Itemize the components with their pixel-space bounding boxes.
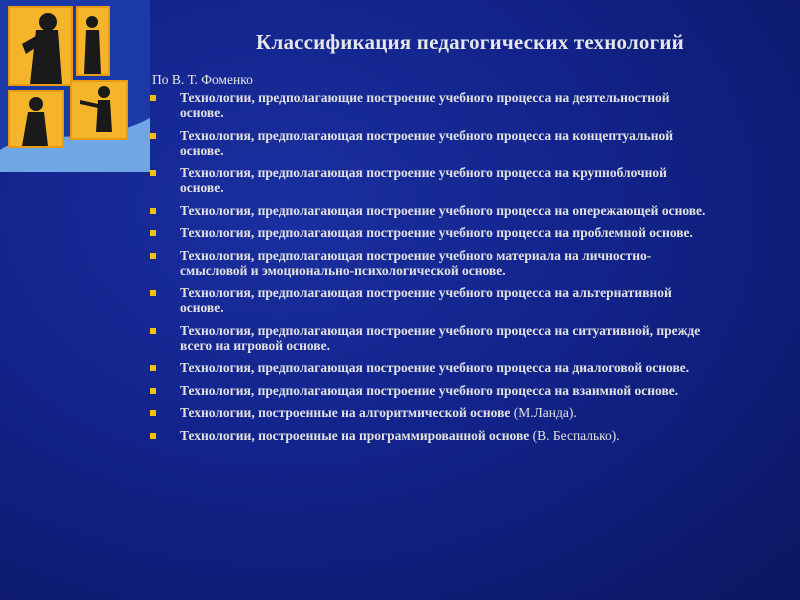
list-item-author: (В. Беспалько). [532, 427, 620, 443]
list-item-text: Технология, предполагающая построение учебного процесса на взаимной основе. [180, 382, 679, 398]
bullet-square-icon [150, 290, 156, 296]
slide-title: Классификация педагогических технологий [256, 30, 684, 54]
list-item-text: Технологии, предполагающие построение учебного процесса на деятельностной основе. [180, 90, 670, 120]
list-item [148, 405, 708, 420]
bullet-square-icon [150, 328, 156, 334]
list-item [148, 128, 708, 158]
technology-list [148, 90, 708, 450]
list-item [148, 383, 708, 398]
bullet-square-icon [150, 95, 156, 101]
teaching-silhouettes-decoration [0, 0, 150, 172]
list-item [148, 165, 708, 195]
bullet-square-icon [150, 388, 156, 394]
list-item-text: Технология, предполагающая построение учебного процесса на концептуальной основе. [180, 127, 674, 158]
list-item-author: (М.Ланда). [513, 405, 577, 420]
list-item-text: Технологии, построенные на программированной основе [180, 427, 533, 443]
bullet-square-icon [150, 433, 156, 439]
list-item-text: Технологии, построенные на алгоритмической основе [180, 405, 514, 420]
list-item-text: Технология, предполагающая построение учебного процесса на диалоговой основе. [180, 360, 690, 375]
bullet-square-icon [150, 253, 156, 259]
list-item-text: Технология, предполагающая построение учебного процесса на ситуативной, прежде всего на игровой основе. [180, 322, 701, 353]
bullet-square-icon [150, 410, 156, 416]
list-item-text: Технология, предполагающая построение учебного процесса на крупноблочной основе. [180, 165, 667, 195]
list-item [148, 225, 708, 240]
list-item-text: Технология, предполагающая построение учебного материала на личностно-смысловой и эмоционально-психологической основе. [180, 247, 652, 278]
list-item [148, 285, 708, 315]
bullet-square-icon [150, 170, 156, 176]
list-item-text: Технология, предполагающая построение учебного процесса на альтернативной основе. [180, 285, 672, 315]
bullet-square-icon [150, 208, 156, 214]
list-item-text: Технология, предполагающая построение учебного процесса на опережающей основе. [180, 202, 706, 218]
list-item [148, 248, 708, 278]
list-item [148, 323, 708, 353]
list-item [148, 428, 708, 443]
bullet-square-icon [150, 365, 156, 371]
list-item [148, 203, 708, 218]
list-item-text: Технология, предполагающая построение учебного процесса на проблемной основе. [180, 225, 693, 240]
list-item [148, 360, 708, 375]
list-item [148, 90, 708, 120]
bullet-square-icon [150, 133, 156, 139]
slide-subtitle: По В. Т. Фоменко [152, 72, 253, 87]
bullet-square-icon [150, 230, 156, 236]
